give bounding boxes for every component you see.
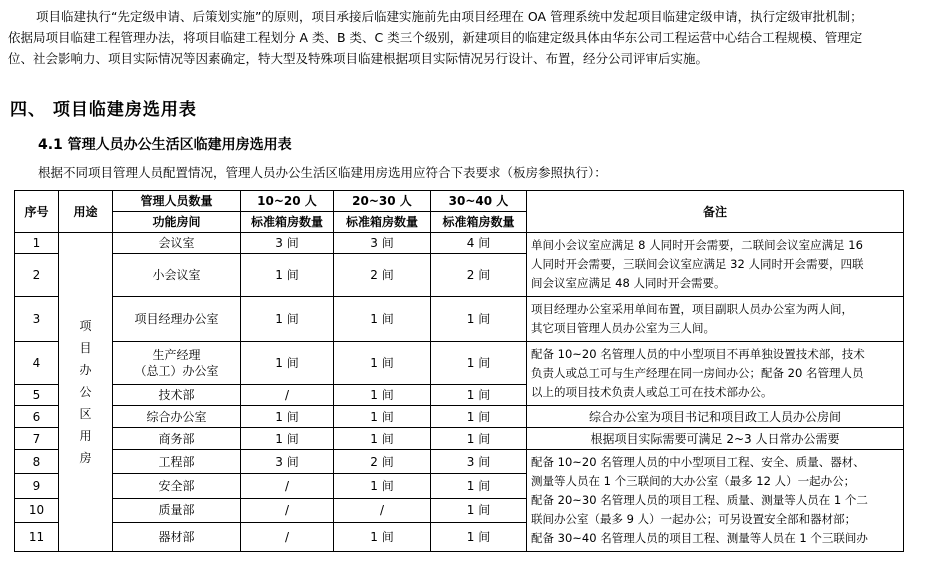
row-room: 会议室 — [113, 233, 241, 254]
header-std-2: 标准箱房数量 — [334, 212, 431, 233]
header-no: 序号 — [15, 191, 59, 233]
header-std-1: 标准箱房数量 — [241, 212, 334, 233]
row-c3: 3 间 — [431, 450, 527, 474]
remark-line: 配备 20~30 名管理人员的项目工程、质量、测量等人员在 1 个二 — [531, 493, 868, 507]
row-c2: / — [334, 498, 431, 522]
row-no: 1 — [15, 233, 59, 254]
row-c1: 3 间 — [241, 233, 334, 254]
header-remarks: 备注 — [527, 191, 904, 233]
row-c3: 1 间 — [431, 428, 527, 450]
header-std-3: 标准箱房数量 — [431, 212, 527, 233]
row-room: 质量部 — [113, 498, 241, 522]
use-char: 公 — [79, 385, 92, 399]
section-title: 四、 项目临建房选用表 — [10, 100, 197, 120]
row-room: 器材部 — [113, 523, 241, 552]
remark-line: 其它项目管理人员办公室为三人间。 — [531, 321, 715, 335]
use-char: 目 — [79, 341, 92, 355]
row-c2: 3 间 — [334, 233, 431, 254]
row-c3: 1 间 — [431, 384, 527, 405]
use-group-cell — [59, 233, 113, 552]
row-c1: / — [241, 498, 334, 522]
remarks-business: 根据项目实际需要可满足 2~3 人日常办公需要 — [527, 428, 904, 450]
row-no: 4 — [15, 342, 59, 385]
row-no: 3 — [15, 297, 59, 342]
table-row — [15, 406, 904, 428]
remark-line: 人同时开会需要，三联间会议室应满足 32 人同时开会需要，四联 — [531, 257, 864, 271]
row-c3: 1 间 — [431, 342, 527, 385]
table-row — [15, 297, 904, 342]
row-c1: / — [241, 523, 334, 552]
room-line: （总工）办公室 — [134, 363, 219, 378]
row-c2: 1 间 — [334, 297, 431, 342]
row-c1: 3 间 — [241, 450, 334, 474]
remark-line: 联间办公室（最多 9 人）一起办公；可另设置安全部和器材部； — [531, 512, 857, 526]
remark-line: 配备 30~40 名管理人员的项目工程、测量等人员在 1 个三联间办 — [531, 531, 868, 545]
header-col-20-30: 20~30 人 — [334, 191, 431, 212]
row-room: 工程部 — [113, 450, 241, 474]
remark-line: 配备 10~20 名管理人员的中小型项目工程、安全、质量、器材、 — [531, 455, 865, 469]
remarks-technical — [527, 342, 904, 406]
row-c3: 1 间 — [431, 498, 527, 522]
remark-line: 测量等人员在 1 个三联间的大办公室（最多 12 人）一起办公； — [531, 474, 856, 488]
remarks-manager-office — [527, 297, 904, 342]
row-c2: 1 间 — [334, 523, 431, 552]
row-no: 2 — [15, 254, 59, 297]
table-row — [15, 428, 904, 450]
remark-line: 间会议室应满足 48 人同时开会需要。 — [531, 276, 726, 290]
row-no: 11 — [15, 523, 59, 552]
use-char: 项 — [79, 319, 92, 333]
use-char: 办 — [79, 363, 92, 377]
row-c1: 1 间 — [241, 406, 334, 428]
row-c2: 1 间 — [334, 384, 431, 405]
row-c3: 4 间 — [431, 233, 527, 254]
row-c1: / — [241, 384, 334, 405]
row-c2: 2 间 — [334, 450, 431, 474]
row-no: 7 — [15, 428, 59, 450]
row-c3: 1 间 — [431, 297, 527, 342]
row-c2: 1 间 — [334, 474, 431, 498]
row-c3: 1 间 — [431, 523, 527, 552]
row-c1: 1 间 — [241, 254, 334, 297]
header-function-room: 功能房间 — [113, 212, 241, 233]
intro-line-1: 项目临建执行“先定级申请、后策划实施”的原则，项目承接后临建实施前先由项目经理在 OA 管理系统中发起项目临建定级申请，执行定级审批机制； — [36, 9, 863, 24]
room-line: 生产经理 — [152, 347, 201, 362]
intro-line-2: 依据局项目临建工程管理办法，将项目临建工程划分 A 类、B 类、C 类三个级别，新建项目的临建定级具体由华东公司工程运营中心结合工程规模、管理定 — [8, 30, 863, 45]
row-c2: 1 间 — [334, 428, 431, 450]
row-c1: 1 间 — [241, 297, 334, 342]
remarks-general-office: 综合办公室为项目书记和项目政工人员办公房间 — [527, 406, 904, 428]
remark-line: 配备 10~20 名管理人员的中小型项目不再单独设置技术部，技术 — [531, 347, 865, 361]
remark-line: 单间小会议室应满足 8 人同时开会需要，二联间会议室应满足 16 — [531, 238, 863, 252]
row-c3: 1 间 — [431, 406, 527, 428]
row-no: 5 — [15, 384, 59, 405]
row-room: 安全部 — [113, 474, 241, 498]
row-no: 9 — [15, 474, 59, 498]
row-no: 8 — [15, 450, 59, 474]
remark-line: 以上的项目技术负责人或总工可在技术部办公。 — [531, 385, 773, 399]
remarks-meeting-rooms — [527, 233, 904, 297]
row-room: 技术部 — [113, 384, 241, 405]
row-c1: / — [241, 474, 334, 498]
use-char: 用 — [79, 429, 92, 443]
row-c1: 1 间 — [241, 428, 334, 450]
row-room: 小会议室 — [113, 254, 241, 297]
row-c2: 1 间 — [334, 406, 431, 428]
intro-paragraph — [8, 6, 928, 69]
row-room: 综合办公室 — [113, 406, 241, 428]
row-c3: 2 间 — [431, 254, 527, 297]
row-no: 10 — [15, 498, 59, 522]
table-row — [15, 233, 904, 254]
row-c2: 2 间 — [334, 254, 431, 297]
row-c1: 1 间 — [241, 342, 334, 385]
header-col-10-20: 10~20 人 — [241, 191, 334, 212]
row-no: 6 — [15, 406, 59, 428]
sub-intro: 根据不同项目管理人员配置情况，管理人员办公生活区临建用房选用应符合下表要求（板房参照执行）： — [38, 165, 607, 180]
subsection-title: 4.1 管理人员办公生活区临建用房选用表 — [38, 137, 292, 153]
row-room: 商务部 — [113, 428, 241, 450]
use-char: 房 — [79, 451, 92, 465]
table-row — [15, 450, 904, 474]
row-room — [113, 342, 241, 385]
header-staff-count: 管理人员数量 — [113, 191, 241, 212]
use-char: 区 — [79, 407, 92, 421]
row-c3: 1 间 — [431, 474, 527, 498]
header-use: 用途 — [59, 191, 113, 233]
intro-line-3: 位、社会影响力、项目实际情况等因素确定，特大型及特殊项目临建根据项目实际情况另行设计、布置，经分公司评审后实施。 — [8, 51, 709, 66]
table-row — [15, 342, 904, 385]
row-c2: 1 间 — [334, 342, 431, 385]
header-col-30-40: 30~40 人 — [431, 191, 527, 212]
remark-line: 负责人或总工可与生产经理在同一房间办公；配备 20 名管理人员 — [531, 366, 864, 380]
remarks-engineering — [527, 450, 904, 552]
remark-line: 项目经理办公室采用单间布置，项目副职人员办公室为两人间， — [531, 302, 853, 316]
row-room: 项目经理办公室 — [113, 297, 241, 342]
room-selection-table — [14, 190, 904, 552]
